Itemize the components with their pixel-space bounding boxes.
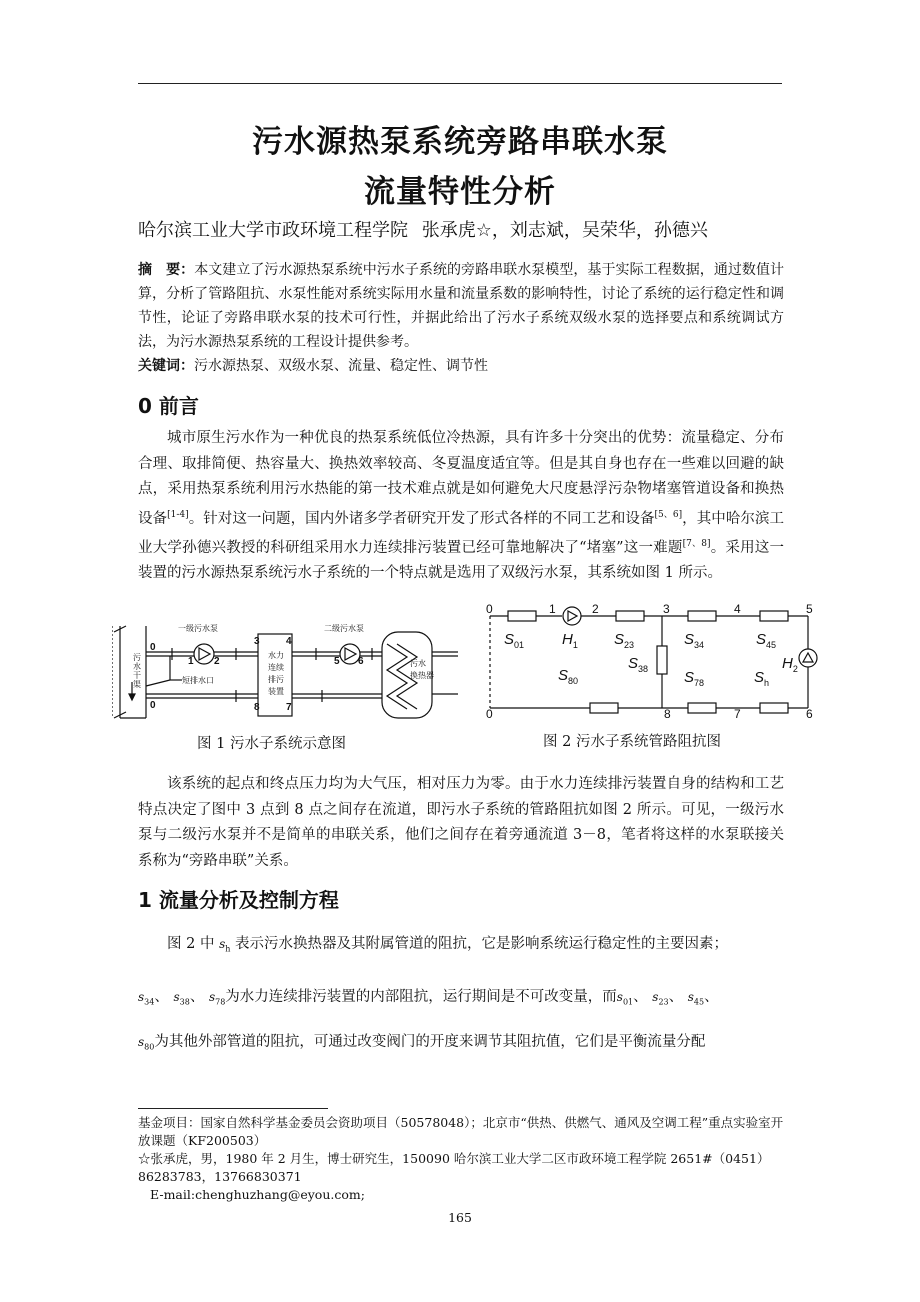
f2-top-node-0: 0 [486,602,493,616]
symbol-s78: $s_{78}$ [208,990,226,1007]
channel-label-3: 干 [133,671,141,680]
label-Sh: $S_h$ [754,669,770,688]
f2-bottom-node-8: 8 [664,707,671,720]
f2-bottom-node-6: 6 [806,707,813,720]
footnote-funding: 基金项目：国家自然科学基金委员会资助项目（50578048）；北京市“供热、供燃气、通风及空调工程”重点实验室开放课题（KF200503） [138,1115,784,1148]
figure-2-caption: 图 2 污水子系统管路阻抗图 [543,734,721,750]
f2-top-node-4: 4 [734,602,741,616]
label-S34: $S_{34}$ [684,631,705,650]
channel-label-2: 水 [133,662,141,671]
keywords-label: 关键词： [138,358,194,374]
f1-node-7: 7 [286,702,292,713]
device-label-2: 连续 [268,663,284,672]
f2-top-node-3: 3 [663,602,670,616]
hx-label-1: 污水 [410,659,426,668]
label-S01: $S_{01}$ [504,631,525,650]
f2-bottom-node-0: 0 [486,707,493,720]
abstract-label: 摘 要 [138,262,181,278]
symbol-s80: $s_{80}$ [138,1035,155,1052]
citation-1: [1-4] [167,509,189,520]
symbol-s34: $s_{34}$ [138,990,155,1007]
para5-line [138,1030,784,1051]
drain-label: 短排水口 [182,676,214,685]
intro-text-a: 城市原生污水作为一种优良的热泵系统低位冷热源，具有许多十分突出的优势：流量稳定、分布合理、取排简便、热容量大、换热效率较高、冬夏温度适宜等。但是其自身也存在一些难以回避的缺点，采用热泵系统利用污水热能的第一技术难点就是如何避免大尺度悬浮污杂物堵塞管道设备和换热设备 [138,430,784,527]
authors-line [138,216,818,242]
abstract: 摘 要：本文建立了污水源热泵系统中污水子系统的旁路串联水泵模型，基于实际工程数据，通过数值计算，分析了管路阻抗、水泵性能对系统实际用水量和流量系数的影响特性，讨论了系统的运行稳定性和调节性，论证了旁路串联水泵的技术可行性，并据此给出了污水子系统双级水泵的选择要点和系统调试方法，为污水源热泵系统的工程设计提供参考。 [138,262,785,350]
para4-text: 为水力连续排污装置的内部阻抗，运行期间是不可改变量，而 [225,989,617,1005]
system-paragraph: 该系统的起点和终点压力均为大气压，相对压力为零。由于水力连续排污装置自身的结构和工艺特点决定了图中 3 点到 8 点之间存在流道，即污水子系统的管路阻抗如图 2 所示。可见，一级污水泵与二级污水泵并不是简单的串联关系，他们之间存在着旁通流道 3－8，笔者将这样的水泵联接关系称为“旁路串联”关系。 [138,776,784,869]
intro-text-c: ，其中哈尔滨工业大学孙德兴教授的科研组采用水力连续排污装置已经可靠地解决了“堵塞”这一难题 [138,510,785,556]
footnote-author: ☆张承虎，男，1980 年 2 月生，博士研究生，150090 哈尔滨工业大学二区市政环境工程学院 2651#（0451）86283783，13766830371 [138,1151,770,1184]
para5-text: 为其他外部管道的阻抗，可通过改变阀门的开度来调节其阻抗值，它们是平衡流量分配 [154,1034,706,1050]
f1-node-4: 4 [286,636,292,647]
intro-text-d: 。采用这一装置的污水源热泵系统污水子系统的一个特点就是选用了双级污水泵，其系统如图 1 所示。 [138,539,785,582]
channel-label-1: 污 [133,653,141,662]
hx-label-2: 换热器 [410,671,434,680]
f1-node-2: 2 [214,656,220,667]
f1-node-8: 8 [254,702,260,713]
figure-1-schematic [112,622,467,724]
pump1-label: 一级污水泵 [178,624,218,633]
channel-label-4: 渠 [133,680,141,689]
label-S78: $S_{78}$ [684,669,705,688]
label-S38: $S_{38}$ [628,655,649,674]
label-S80: $S_{80}$ [558,667,579,686]
symbol-s38: $s_{38}$ [173,990,190,1007]
keywords [138,355,784,375]
f2-top-node-1: 1 [549,602,556,616]
label-H1: $H_1$ [562,631,578,650]
para3-text-b: 表示污水换热器及其附属管道的阻抗，它是影响系统运行稳定性的主要因素； [235,936,728,952]
f1-node-0-top: 0 [150,642,156,653]
citation-2: [5、6] [654,509,683,520]
para3-text-a: 图 2 中 [167,936,215,952]
f2-bottom-node-7: 7 [734,707,741,720]
footnote-rule [138,1108,328,1109]
symbol-s01: $s_{01}$ [616,990,634,1007]
device-label-4: 装置 [268,687,284,696]
page-title-line2: 流量特性分析 [364,174,556,210]
f2-top-node-2: 2 [592,602,599,616]
footnote-email: E-mail:chenghuzhang@eyou.com; [150,1187,365,1202]
top-rule [138,83,782,84]
citation-3: [7、8] [682,538,711,549]
intro-text-b: 。针对这一问题，国内外诸多学者研究开发了形式各样的不同工艺和设备 [188,510,655,527]
abstract-text: 本文建立了污水源热泵系统中污水子系统的旁路串联水泵模型，基于实际工程数据，通过数值计算，分析了管路阻抗、水泵性能对系统实际用水量和流量系数的影响特性，讨论了系统的运行稳定性和调节性，论证了旁路串联水泵的技术可行性，并据此给出了污水子系统双级水泵的选择要点和系统调试方法，为污水源热泵系统的工程设计提供参考。 [138,262,785,350]
device-label-1: 水力 [268,651,284,660]
para4-line: $s_{34}$、 $s_{38}$、 $s_{78}$为水力连续排污装置的内部阻抗，运行期间是不可改变量，而$s_{01}$、 $s_{23}$、 $s_{45}$、 [138,989,719,1007]
para3-line [138,932,784,953]
symbol-s23: $s_{23}$ [652,990,669,1007]
f1-node-0-bottom: 0 [150,700,156,711]
f1-node-5: 5 [334,656,340,667]
f1-node-3: 3 [254,636,260,647]
symbol-s45: $s_{45}$ [687,990,705,1007]
page-number: 165 [448,1210,472,1225]
keywords-text: 污水源热泵、双级水泵、流量、稳定性、调节性 [194,358,488,374]
intro-paragraph [138,426,784,587]
device-label-3: 排污 [268,675,284,684]
f1-node-6: 6 [358,656,364,667]
symbol-sh: $s_h$ [219,937,231,954]
author-names: 张承虎☆，刘志斌，吴荣华，孙德兴 [421,220,708,241]
figure-2-impedance-diagram [478,602,828,720]
f1-node-1: 1 [188,656,194,667]
label-S23: $S_{23}$ [614,631,635,650]
f2-top-node-5: 5 [806,602,813,616]
section-0-heading: 0 前言 [138,394,199,418]
pump2-label: 二级污水泵 [324,624,364,633]
page-title-line1: 污水源热泵系统旁路串联水泵 [252,124,668,160]
affiliation: 哈尔滨工业大学市政环境工程学院 [138,220,408,241]
figure-1-caption: 图 1 污水子系统示意图 [197,736,346,752]
label-H2: $H_2$ [782,655,798,674]
label-S45: $S_{45}$ [756,631,777,650]
section-1-heading: 1 流量分析及控制方程 [138,888,339,912]
